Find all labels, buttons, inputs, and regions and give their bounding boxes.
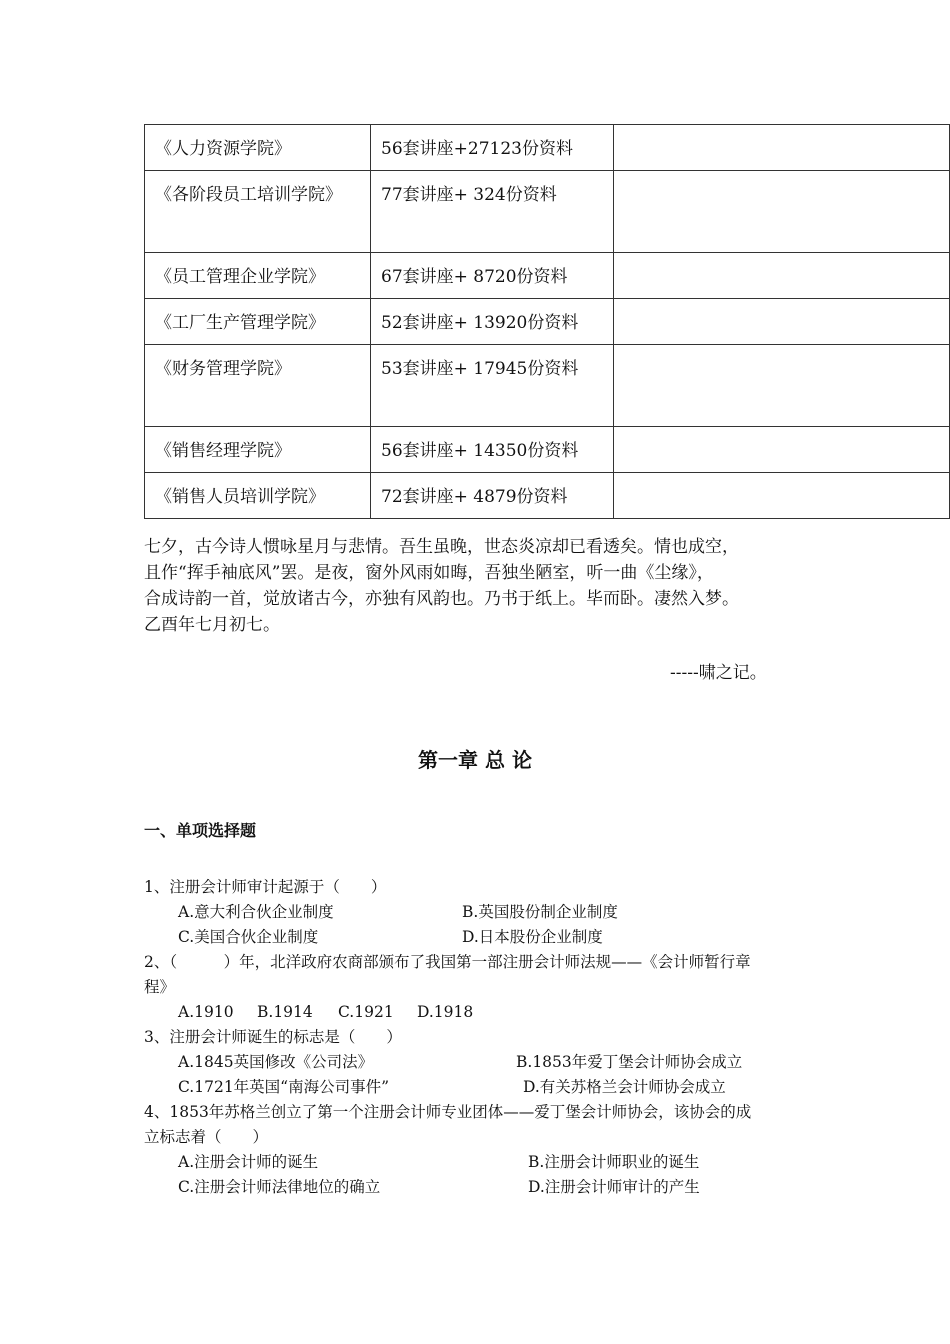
table-row xyxy=(145,427,950,473)
catalog-note-cell xyxy=(614,171,950,253)
question-option: C.1721年英国“南海公司事件” xyxy=(178,1078,390,1096)
question-option: B.英国股份制企业制度 xyxy=(462,903,618,921)
catalog-note-cell xyxy=(614,345,950,427)
question-option: C.美国合伙企业制度 xyxy=(178,928,319,946)
table-row xyxy=(145,125,950,171)
question-option: D.日本股份企业制度 xyxy=(462,928,603,946)
catalog-name-cell: 《员工管理企业学院》 xyxy=(145,253,371,299)
catalog-name-cell: 《销售人员培训学院》 xyxy=(145,473,371,519)
catalog-note-cell xyxy=(614,473,950,519)
question-stem: 程》 xyxy=(144,978,176,996)
question-option: D.1918 xyxy=(417,1003,474,1021)
table-row xyxy=(145,253,950,299)
catalog-note-cell xyxy=(614,299,950,345)
catalog-name-cell: 《人力资源学院》 xyxy=(145,125,371,171)
question-option: B.注册会计师职业的诞生 xyxy=(528,1153,700,1171)
poem-line: 合成诗韵一首，觉放诸古今，亦独有风韵也。乃书于纸上。毕而卧。凄然入梦。 xyxy=(144,589,739,609)
poem-line: 七夕，古今诗人惯咏星月与悲情。吾生虽晚，世态炎凉却已看透矣。情也成空， xyxy=(144,537,739,557)
catalog-note-cell xyxy=(614,125,950,171)
question-stem: 立标志着（ ） xyxy=(144,1128,269,1146)
table-row xyxy=(145,345,950,427)
poem-line: 乙酉年七月初七。 xyxy=(144,615,280,635)
question-stem: 4、1853年苏格兰创立了第一个注册会计师专业团体——爱丁堡会计师协会，该协会的成 xyxy=(144,1103,752,1121)
catalog-note-cell xyxy=(614,427,950,473)
table-row xyxy=(145,299,950,345)
catalog-content-cell: 53套讲座+ 17945份资料 xyxy=(371,345,614,427)
question-option: A.注册会计师的诞生 xyxy=(178,1153,319,1171)
catalog-content-cell: 67套讲座+ 8720份资料 xyxy=(371,253,614,299)
catalog-name-cell: 《财务管理学院》 xyxy=(145,345,371,427)
question-stem: 3、注册会计师诞生的标志是（ ） xyxy=(144,1028,402,1046)
catalog-content-cell: 77套讲座+ 324份资料 xyxy=(371,171,614,253)
catalog-content-cell: 52套讲座+ 13920份资料 xyxy=(371,299,614,345)
poem-paragraph xyxy=(144,534,814,638)
question-stem: 1、注册会计师审计起源于（ ） xyxy=(144,878,387,896)
table-row xyxy=(145,473,950,519)
catalog-name-cell: 《销售经理学院》 xyxy=(145,427,371,473)
question-option: D.有关苏格兰会计师协会成立 xyxy=(523,1078,726,1096)
question-option: A.意大利合伙企业制度 xyxy=(178,903,334,921)
question-stem: 2、（ ）年，北洋政府农商部颁布了我国第一部注册会计师法规——《会计师暂行章 xyxy=(144,953,751,971)
question-option: C.注册会计师法律地位的确立 xyxy=(178,1178,381,1196)
section-title: 一、单项选择题 xyxy=(144,821,257,840)
question-option: D.注册会计师审计的产生 xyxy=(528,1178,700,1196)
chapter-title: 第一章 总 论 xyxy=(418,748,532,772)
catalog-note-cell xyxy=(614,253,950,299)
poem-line: 且作“挥手袖底风”罢。是夜，窗外风雨如晦，吾独坐陋室，听一曲《尘缘》， xyxy=(144,563,714,583)
catalog-content-cell: 56套讲座+27123份资料 xyxy=(371,125,614,171)
catalog-name-cell: 《各阶段员工培训学院》 xyxy=(145,171,371,253)
signature: -----啸之记。 xyxy=(670,663,767,683)
catalog-name-cell: 《工厂生产管理学院》 xyxy=(145,299,371,345)
question-option: C.1921 xyxy=(338,1003,394,1021)
course-catalog-table xyxy=(144,124,950,519)
catalog-content-cell: 72套讲座+ 4879份资料 xyxy=(371,473,614,519)
question-option: B.1914 xyxy=(257,1003,313,1021)
question-option: A.1910 xyxy=(178,1003,234,1021)
question-option: B.1853年爱丁堡会计师协会成立 xyxy=(516,1053,743,1071)
catalog-content-cell: 56套讲座+ 14350份资料 xyxy=(371,427,614,473)
table-row xyxy=(145,171,950,253)
question-option: A.1845英国修改《公司法》 xyxy=(178,1053,374,1071)
